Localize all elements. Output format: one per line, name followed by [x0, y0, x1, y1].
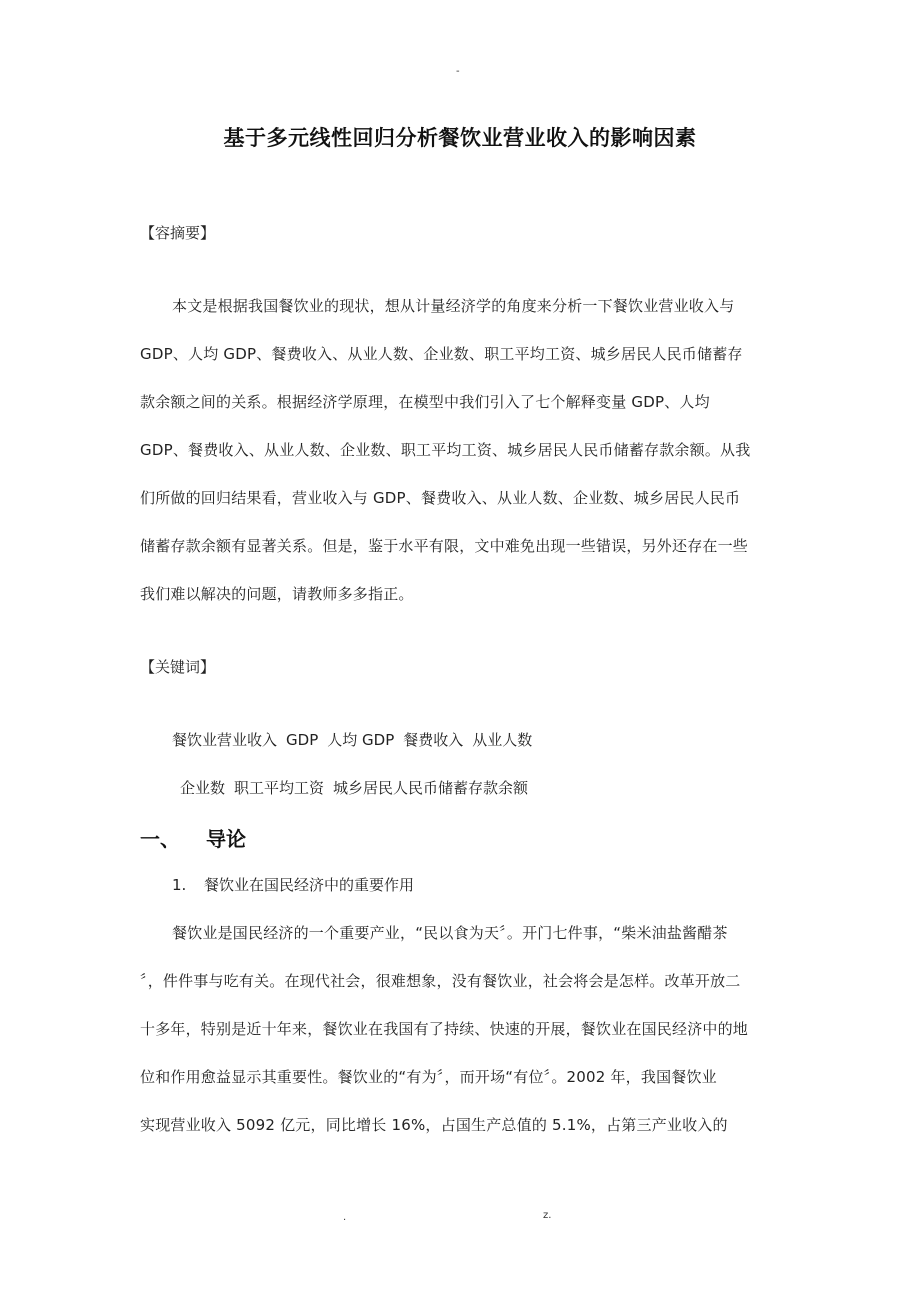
abstract-label: 【容摘要】 [140, 224, 216, 242]
body-line: 餐饮业是国民经济的一个重要产业，“民以食为天〞。开门七件事，“柴米油盐酱醋茶 [172, 924, 728, 942]
document-title: 基于多元线性回归分析餐饮业营业收入的影响因素 [223, 126, 697, 150]
keyword: 餐饮业营业收入 [172, 731, 278, 749]
page-footer-left: . [343, 1212, 347, 1223]
body-line: 十多年，特别是近十年来，餐饮业在我国有了持续、快速的开展，餐饮业在国民经济中的地 [140, 1020, 749, 1038]
abstract-line: 款余额之间的关系。根据经济学原理，在模型中我们引入了七个解释变量 GDP、人均 [140, 393, 710, 411]
page-header-mark: - [456, 66, 460, 77]
page-footer-right: z. [543, 1210, 552, 1221]
keywords-line-2 [180, 777, 537, 798]
keyword: 从业人数 [472, 731, 533, 749]
abstract-line: 们所做的回归结果看，营业收入与 GDP、餐费收入、从业人数、企业数、城乡居民人民币 [140, 489, 741, 507]
abstract-line: 储蓄存款余额有显著关系。但是，鉴于水平有限，文中难免出现一些错误，另外还存在一些 [140, 537, 749, 555]
section-title: 导论 [206, 827, 246, 851]
subsection-heading [172, 874, 414, 895]
body-line: 实现营业收入 5092 亿元，同比增长 16%，占国生产总值的 5.1%，占第三产业收入的 [140, 1116, 728, 1134]
keyword: 城乡居民人民币储蓄存款余额 [333, 779, 529, 797]
section-heading-introduction [140, 823, 246, 852]
subsection-number: 1. [172, 876, 187, 894]
keywords-label: 【关键词】 [140, 658, 216, 676]
keywords-line-1 [172, 729, 541, 750]
keyword: 企业数 [180, 779, 226, 797]
abstract-line: GDP、餐费收入、从业人数、企业数、职工平均工资、城乡居民人民币储蓄存款余额。从我 [140, 441, 751, 459]
keyword: 餐费收入 [403, 731, 464, 749]
subsection-title: 餐饮业在国民经济中的重要作用 [204, 876, 415, 894]
abstract-line: 本文是根据我国餐饮业的现状，想从计量经济学的角度来分析一下餐饮业营业收入与 [172, 297, 735, 315]
section-number: 一、 [140, 827, 180, 851]
keyword: GDP [286, 731, 319, 749]
abstract-line: 我们难以解决的问题，请教师多多指正。 [140, 585, 414, 603]
abstract-line: GDP、人均 GDP、餐费收入、从业人数、企业数、职工平均工资、城乡居民人民币储蓄存 [140, 345, 743, 363]
body-line: 〞，件件事与吃有关。在现代社会，很难想象，没有餐饮业，社会将会是怎样。改革开放二 [140, 972, 741, 990]
body-line: 位和作用愈益显示其重要性。餐饮业的“有为〞，而开场“有位〞。2002 年，我国餐饮业 [140, 1068, 717, 1086]
keyword: 职工平均工资 [234, 779, 325, 797]
keyword: 人均 GDP [327, 731, 395, 749]
